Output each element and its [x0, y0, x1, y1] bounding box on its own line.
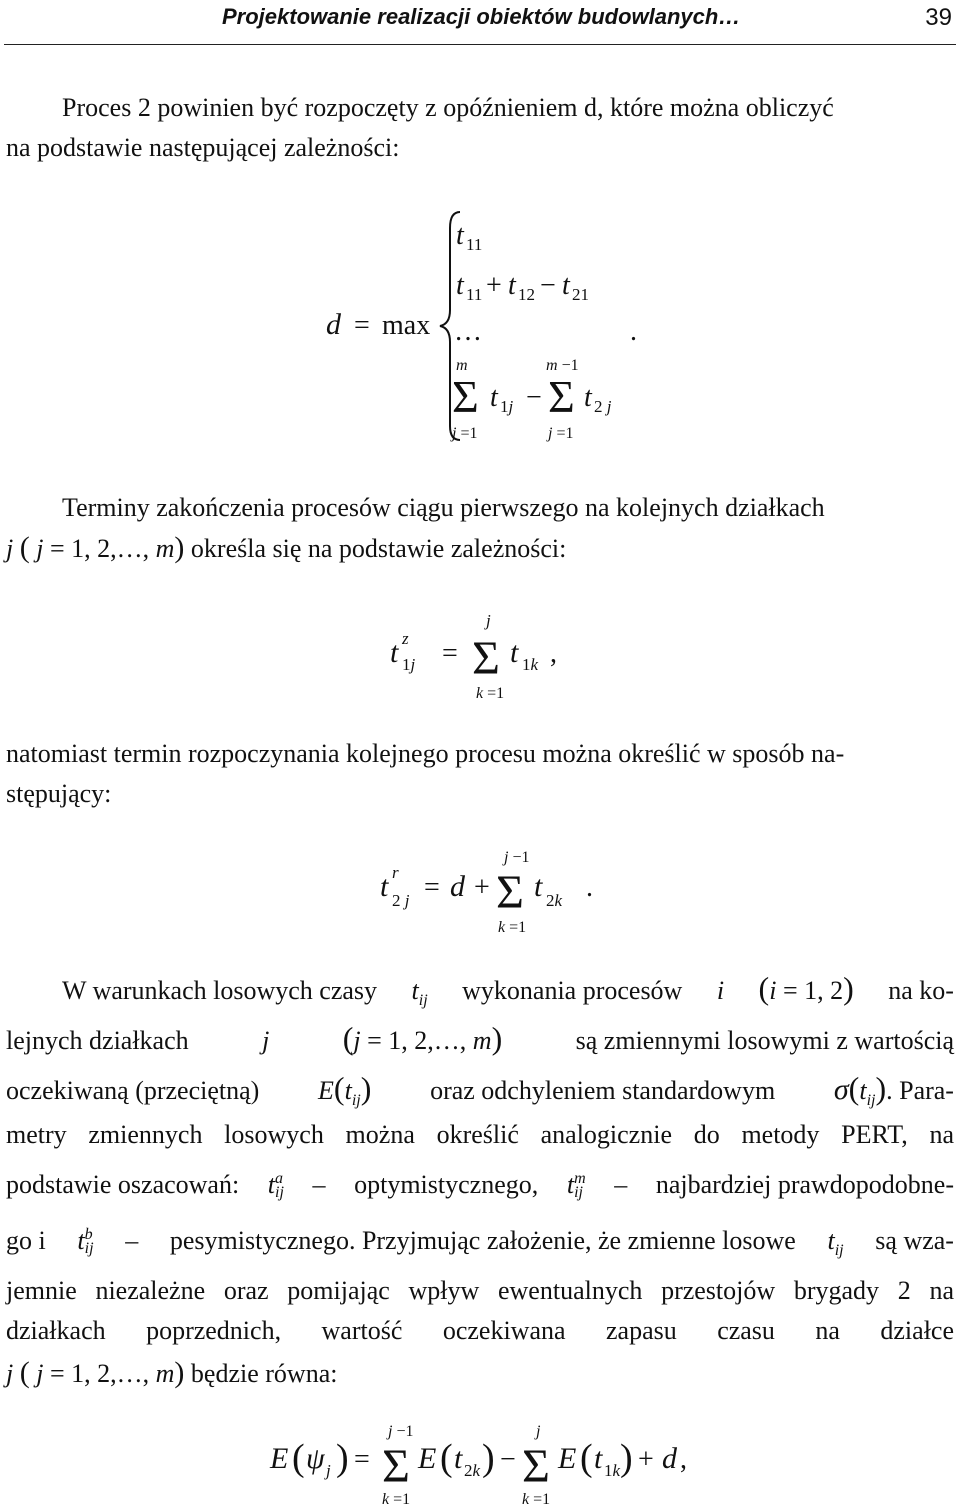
svg-text:E: E [558, 1442, 577, 1475]
svg-text:j −1: j −1 [388, 1423, 414, 1440]
svg-text:Σ: Σ [522, 1440, 550, 1493]
svg-text:E: E [418, 1442, 437, 1475]
svg-text:d: d [450, 870, 465, 903]
svg-text:…: … [454, 316, 482, 347]
svg-text:j: j [486, 611, 491, 630]
svg-text:t: t [508, 270, 516, 301]
svg-text:): ) [336, 1437, 349, 1479]
svg-text:(: ( [440, 1437, 453, 1479]
svg-text:=: = [442, 638, 458, 669]
svg-text:ψ: ψ [306, 1442, 325, 1475]
svg-text:t: t [490, 382, 498, 413]
svg-text:j =1: j =1 [452, 425, 478, 442]
svg-text:11: 11 [466, 235, 483, 254]
svg-text:k =1: k =1 [476, 685, 505, 702]
svg-text:1j: 1j [500, 397, 514, 416]
svg-text:+: + [638, 1444, 654, 1475]
svg-text:t: t [380, 870, 389, 903]
svg-text:j: j [326, 1461, 331, 1480]
svg-text:(: ( [292, 1437, 305, 1479]
p3-line2: stępujący: [6, 779, 112, 808]
svg-text:12: 12 [518, 285, 535, 304]
svg-text:t: t [534, 870, 543, 903]
svg-text:−: − [540, 270, 556, 301]
p4-line8: działkach poprzednich, wartość oczekiwana zapasu czasu na działce [6, 1316, 954, 1345]
svg-text:Σ: Σ [496, 866, 524, 919]
svg-text:E: E [270, 1442, 289, 1475]
svg-text:1j: 1j [402, 655, 416, 674]
paragraph-1 [6, 88, 954, 168]
equation-t1j-z [380, 600, 640, 710]
svg-text:d: d [326, 308, 341, 341]
p4-line9: j ( j = 1, 2,…, m) będzie równa: [6, 1356, 338, 1389]
page-header [0, 0, 960, 48]
svg-text:+: + [474, 872, 490, 903]
svg-text:=: = [354, 310, 370, 341]
p3-line1: natomiast termin rozpoczynania kolejnego procesu można określić w sposób na- [6, 739, 845, 768]
svg-text:t: t [510, 636, 519, 669]
svg-text:(: ( [580, 1437, 593, 1479]
p2-line1: Terminy zakończenia procesów ciągu pierwszego na kolejnych działkach [62, 493, 825, 522]
p2-line2-text: określa się na podstawie zależności: [190, 534, 567, 563]
p4-line4: metry zmiennych losowych można określić analogicznie do metody PERT, na [6, 1120, 954, 1149]
svg-text:Σ: Σ [382, 1440, 410, 1493]
svg-text:,: , [680, 1444, 687, 1475]
svg-text:k =1: k =1 [382, 1491, 411, 1506]
p4-line6: go i t b ij – pesymistycznego. Przyjmując założenie, że zmienne losowe $t_{ij}$ są wza- [6, 1226, 954, 1260]
svg-text:r: r [392, 863, 399, 882]
svg-text:Σ: Σ [548, 371, 575, 422]
svg-text:Σ: Σ [452, 371, 479, 422]
p1-line1: Proces 2 powinien być rozpoczęty z opóźnieniem d, które można obliczyć [62, 93, 834, 122]
p4-line1: W warunkach losowych czasy $t_{ij}$ wykonania procesów i (i = 1, 2) na ko- [62, 970, 954, 1010]
svg-text:j: j [536, 1423, 541, 1440]
svg-text:): ) [482, 1437, 495, 1479]
svg-text:j −1: j −1 [504, 849, 530, 866]
svg-text:t: t [562, 270, 570, 301]
svg-text:=: = [354, 1444, 370, 1475]
svg-text:t: t [390, 636, 399, 669]
svg-text:m −1: m −1 [546, 357, 579, 374]
svg-text:2k: 2k [464, 1461, 481, 1480]
svg-text:t: t [456, 270, 464, 301]
svg-text:k =1: k =1 [498, 919, 527, 936]
paragraph-2 [6, 488, 954, 569]
running-title: Projektowanie realizacji obiektów budowlanych… [222, 4, 741, 29]
svg-text:=: = [424, 872, 440, 903]
equation-expected-reserve [260, 1412, 720, 1506]
svg-text:z: z [402, 629, 409, 648]
svg-text:t: t [456, 220, 464, 251]
p4-line5: podstawie oszacowań: t a ij – optymistycznego, t m ij – najbardziej prawdopodobne- [6, 1170, 954, 1201]
svg-text:2 j: 2 j [392, 891, 410, 910]
p2-line2: j ( j = 1, 2,…, m) określa się na podstawie zależności: [6, 531, 567, 564]
svg-text:1k: 1k [522, 655, 539, 674]
p4-line2: lejnych działkach j (j = 1, 2,…, m) są zmiennymi losowymi z wartością [6, 1020, 954, 1056]
svg-text:t: t [594, 1442, 603, 1475]
svg-text:−: − [526, 382, 542, 413]
header-rule [4, 44, 956, 45]
svg-text:,: , [550, 638, 557, 669]
svg-text:−: − [500, 1444, 516, 1475]
svg-text:11: 11 [466, 285, 483, 304]
svg-text:21: 21 [572, 285, 589, 304]
p1-line2: na podstawie następującej zależności: [6, 133, 400, 162]
svg-text:m: m [456, 357, 468, 374]
svg-text:.: . [630, 316, 637, 347]
equation-t2j-r [370, 840, 650, 940]
page-number: 39 [925, 4, 952, 31]
svg-text:1k: 1k [604, 1461, 621, 1480]
p4-line3: oczekiwaną (przeciętną) $E(t_{ij})$ oraz odchyleniem standardowym $\sigma(t_{ij})$. Para- [6, 1070, 954, 1110]
svg-text:k =1: k =1 [522, 1491, 551, 1506]
svg-text:.: . [586, 872, 593, 903]
svg-text:Σ: Σ [472, 632, 500, 685]
paragraph-3 [6, 734, 954, 814]
svg-text:t: t [454, 1442, 463, 1475]
svg-text:j =1: j =1 [548, 425, 574, 442]
p4-line7: jemnie niezależne oraz pomijając wpływ ewentualnych przestojów brygady 2 na [6, 1276, 954, 1305]
svg-text:2k: 2k [546, 891, 563, 910]
svg-text:): ) [620, 1437, 633, 1479]
svg-text:t: t [584, 382, 592, 413]
equation-max [300, 200, 700, 460]
svg-text:+: + [486, 270, 502, 301]
svg-text:max: max [382, 310, 431, 341]
svg-text:d: d [662, 1442, 677, 1475]
svg-text:2 j: 2 j [594, 397, 612, 416]
